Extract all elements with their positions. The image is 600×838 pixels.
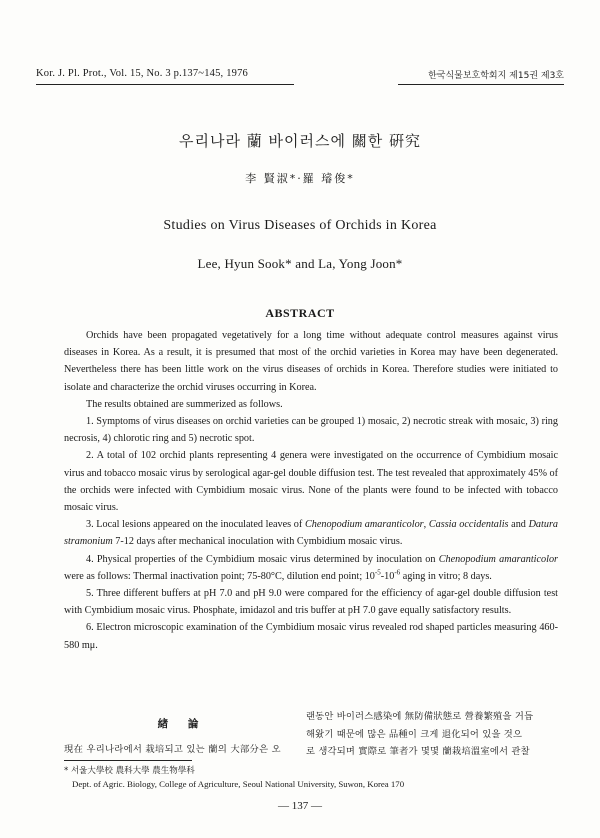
header-rule-right [398,84,564,85]
species-name: Chenopodium amaranticolor [304,519,424,531]
abstract-intro: Orchids have been propagated vegetatively for a long time without adequate control measures against virus diseases in Korea. As a result, it is presumed that most of the orchid varieties in Korea may have been degenerated. Nevertheless there has been little work on the virus diseases of orchids in Korea. Therefore studies were initiated to isolate and characterize the orchid viruses occurring in Korea. [64,330,558,393]
species-name: Cassia occidentalis [428,519,509,531]
result-item-4: 4. Physical properties of the Cymbidium mosaic virus determined by inoculation on Chenopodium amaranticolor were as follows: Thermal inactivation point; 75-80°C, dilution end point; $10^{-5}-10^{-6}$ aging in vitro; 8 days. [64,553,559,582]
authors-korean: 李 賢淑*·羅 璿俊* [245,172,355,185]
intro-text-line: 해왔기 때문에 많은 品種이 크게 退化되어 있을 것으 [306,728,523,740]
summary-lead: The results obtained are summerized as follows. [86,398,283,410]
abstract-body [64,327,558,654]
intro-right-column [306,708,560,761]
journal-title-ko: 한국식물보호학회지 제15권 제3호 [428,71,564,81]
result-item-5: 5. Three different buffers at pH 7.0 and pH 9.0 were compared for the efficiency of agar-gel double diffusion test with Cymbidium mosaic virus. Phosphate, imidazol and tris buffer at pH 7.0 gave equally satisfactory results. [64,588,558,617]
citation: Kor. J. Pl. Prot., Vol. 15, No. 3 p.137~145, 1976 [36,68,248,79]
result-item-2: 2. A total of 102 orchid plants representing 4 genera were investigated on the occurrence of Cymbidium mosaic virus and tobacco mosaic virus by serological agar-gel double diffusion test. The test revealed that approximately 45% of the orchids were infected with Cymbidium mosaic virus. None of the plants were found to be infected with tobacco mosaic virus. [64,450,558,514]
title-english: Studies on Virus Diseases of Orchids in Korea [163,218,437,233]
species-name: Datura stramonium [64,519,558,548]
intro-text-left: 現在 우리나라에서 栽培되고 있는 蘭의 大部分은 오 [64,744,281,755]
footnote-affiliation-ko: * 서울大學校 農科大學 農生物學科 [64,766,195,776]
authors-english: Lee, Hyun Sook* and La, Yong Joon* [197,256,403,271]
footnote-rule [64,760,192,761]
intro-text-line: 랜동안 바이러스感染에 無防備狀態로 營養繁殖을 거듭 [306,711,534,722]
result-item-1: 1. Symptoms of virus diseases on orchid varieties can be grouped 1) mosaic, 2) necrotic streak with mosaic, 3) ring necrosis, 4) chlorotic ring and 5) necrotic spot. [64,416,558,445]
section-heading-introduction: 緖 論 [157,718,207,730]
page-number: — 137 — [278,800,322,812]
result-item-6: 6. Electron microscopic examination of the Cymbidium mosaic virus revealed rod shaped particles measuring 460-580 mμ. [64,622,558,651]
intro-text-line: 로 생각되며 實際로 筆者가 몇몇 蘭栽培溫室에서 관찰 [306,746,530,757]
species-name: Chenopodium amaranticolor [438,553,559,565]
title-korean: 우리나라 蘭 바이러스에 關한 硏究 [179,132,421,150]
footnote-affiliation-en: Dept. of Agric. Biology, College of Agriculture, Seoul National University, Suwon, Korea 170 [72,779,405,789]
result-item-3: 3. Local lesions appeared on the inoculated leaves of Chenopodium amaranticolor, Cassia occidentalis and Datura stramonium 7-12 days after mechanical inoculation with Cymbidium mosaic virus. [64,519,558,548]
abstract-heading: ABSTRACT [265,306,335,320]
header-rule [36,84,294,85]
intro-left-column [64,712,300,758]
